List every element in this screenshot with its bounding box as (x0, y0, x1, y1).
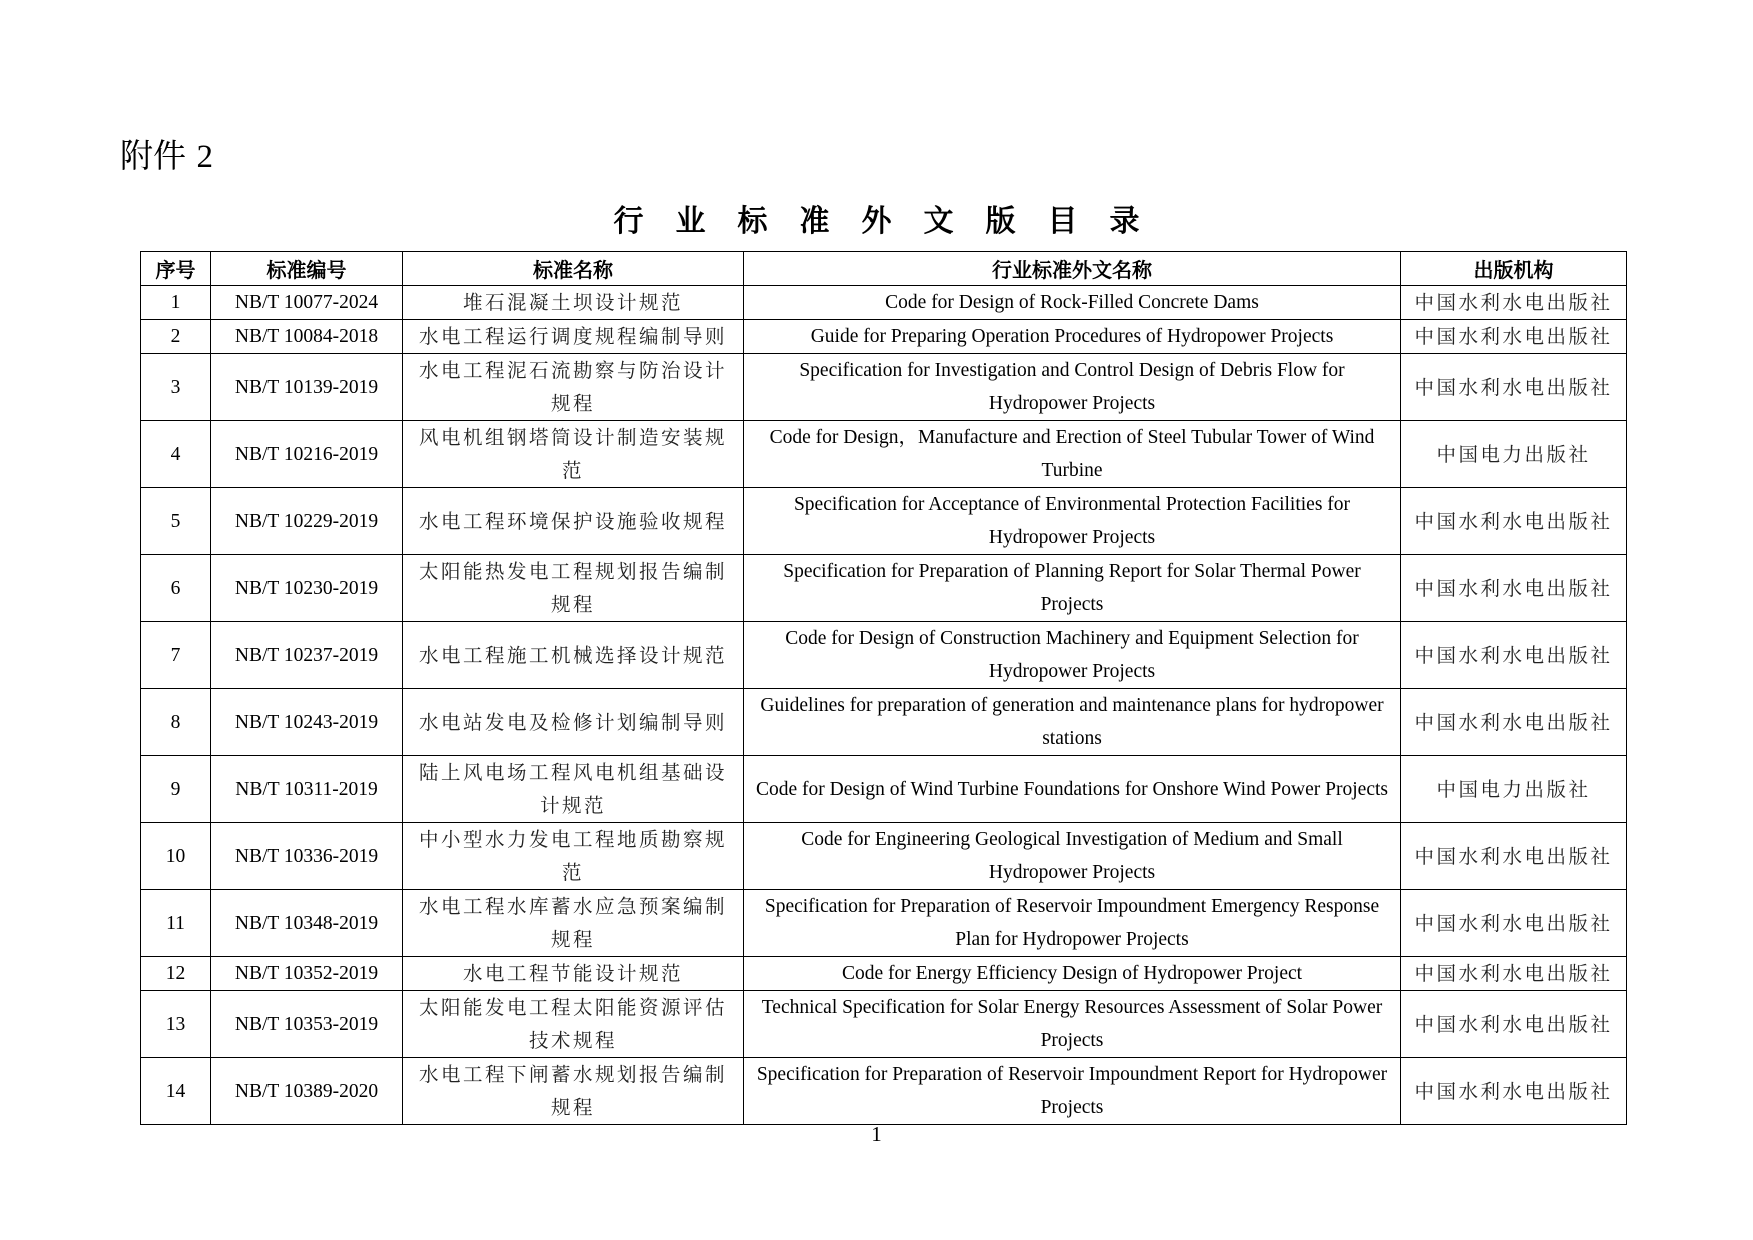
standards-table (140, 251, 1627, 1125)
cell-standard-code: NB/T 10229-2019 (211, 488, 403, 555)
table-row (141, 991, 1627, 1058)
cell-serial: 2 (141, 320, 211, 354)
table-row (141, 890, 1627, 957)
cell-foreign-name: Code for Engineering Geological Investigation of Medium and Small Hydropower Projects (744, 823, 1401, 890)
cell-publisher: 中国水利水电出版社 (1401, 823, 1627, 890)
table-row (141, 286, 1627, 320)
cell-publisher: 中国水利水电出版社 (1401, 957, 1627, 991)
cell-publisher: 中国水利水电出版社 (1401, 555, 1627, 622)
page-title: 行业标准外文版目录 (613, 204, 1172, 239)
cell-standard-name: 水电站发电及检修计划编制导则 (403, 689, 744, 756)
cell-serial: 9 (141, 756, 211, 823)
cell-foreign-name: Specification for Preparation of Reservoir Impoundment Report for Hydropower Projects (744, 1058, 1401, 1125)
cell-standard-name: 太阳能发电工程太阳能资源评估技术规程 (403, 991, 744, 1058)
cell-serial: 6 (141, 555, 211, 622)
table-row (141, 823, 1627, 890)
cell-standard-code: NB/T 10311-2019 (211, 756, 403, 823)
cell-publisher: 中国水利水电出版社 (1401, 1058, 1627, 1125)
table-row (141, 957, 1627, 991)
table-row (141, 488, 1627, 555)
attachment-prefix: 附件 (120, 136, 186, 175)
cell-serial: 12 (141, 957, 211, 991)
cell-foreign-name: Code for Design of Wind Turbine Foundations for Onshore Wind Power Projects (744, 756, 1401, 823)
cell-standard-code: NB/T 10389-2020 (211, 1058, 403, 1125)
header-standard-code: 标准编号 (211, 252, 403, 286)
table-header-row (141, 252, 1627, 286)
cell-publisher: 中国水利水电出版社 (1401, 320, 1627, 354)
cell-foreign-name: Specification for Investigation and Control Design of Debris Flow for Hydropower Projects (744, 354, 1401, 421)
table-row (141, 555, 1627, 622)
header-publisher: 出版机构 (1401, 252, 1627, 286)
cell-standard-code: NB/T 10077-2024 (211, 286, 403, 320)
cell-standard-code: NB/T 10139-2019 (211, 354, 403, 421)
cell-standard-code: NB/T 10230-2019 (211, 555, 403, 622)
cell-foreign-name: Technical Specification for Solar Energy Resources Assessment of Solar Power Projects (744, 991, 1401, 1058)
cell-foreign-name: Code for Design，Manufacture and Erection of Steel Tubular Tower of Wind Turbine (744, 421, 1401, 488)
cell-serial: 14 (141, 1058, 211, 1125)
cell-foreign-name: Code for Design of Construction Machinery and Equipment Selection for Hydropower Projects (744, 622, 1401, 689)
cell-standard-name: 风电机组钢塔筒设计制造安装规范 (403, 421, 744, 488)
cell-serial: 10 (141, 823, 211, 890)
table-row (141, 756, 1627, 823)
cell-standard-code: NB/T 10084-2018 (211, 320, 403, 354)
cell-standard-code: NB/T 10353-2019 (211, 991, 403, 1058)
cell-standard-code: NB/T 10216-2019 (211, 421, 403, 488)
cell-standard-name: 中小型水力发电工程地质勘察规范 (403, 823, 744, 890)
cell-standard-name: 水电工程水库蓄水应急预案编制规程 (403, 890, 744, 957)
cell-standard-name: 水电工程环境保护设施验收规程 (403, 488, 744, 555)
cell-foreign-name: Guidelines for preparation of generation and maintenance plans for hydropower stations (744, 689, 1401, 756)
cell-foreign-name: Specification for Acceptance of Environmental Protection Facilities for Hydropower Projects (744, 488, 1401, 555)
attachment-number: 2 (196, 139, 213, 175)
cell-foreign-name: Specification for Preparation of Reservoir Impoundment Emergency Response Plan for Hydropower Projects (744, 890, 1401, 957)
cell-standard-name: 太阳能热发电工程规划报告编制规程 (403, 555, 744, 622)
cell-foreign-name: Code for Design of Rock-Filled Concrete Dams (744, 286, 1401, 320)
cell-standard-code: NB/T 10336-2019 (211, 823, 403, 890)
cell-serial: 8 (141, 689, 211, 756)
cell-serial: 7 (141, 622, 211, 689)
cell-standard-name: 水电工程泥石流勘察与防治设计规程 (403, 354, 744, 421)
cell-foreign-name: Specification for Preparation of Planning Report for Solar Thermal Power Projects (744, 555, 1401, 622)
cell-standard-name: 水电工程施工机械选择设计规范 (403, 622, 744, 689)
table-row (141, 1058, 1627, 1125)
table-row (141, 622, 1627, 689)
cell-publisher: 中国水利水电出版社 (1401, 890, 1627, 957)
attachment-label (120, 130, 213, 177)
table-row (141, 689, 1627, 756)
cell-standard-code: NB/T 10352-2019 (211, 957, 403, 991)
cell-serial: 4 (141, 421, 211, 488)
cell-foreign-name: Code for Energy Efficiency Design of Hydropower Project (744, 957, 1401, 991)
header-standard-name: 标准名称 (403, 252, 744, 286)
cell-standard-name: 陆上风电场工程风电机组基础设计规范 (403, 756, 744, 823)
cell-publisher: 中国水利水电出版社 (1401, 689, 1627, 756)
cell-standard-name: 水电工程节能设计规范 (403, 957, 744, 991)
cell-standard-name: 水电工程运行调度规程编制导则 (403, 320, 744, 354)
cell-standard-code: NB/T 10243-2019 (211, 689, 403, 756)
header-foreign-name: 行业标准外文名称 (744, 252, 1401, 286)
cell-serial: 11 (141, 890, 211, 957)
cell-standard-code: NB/T 10348-2019 (211, 890, 403, 957)
cell-publisher: 中国水利水电出版社 (1401, 286, 1627, 320)
table-row (141, 320, 1627, 354)
cell-serial: 13 (141, 991, 211, 1058)
cell-serial: 3 (141, 354, 211, 421)
cell-standard-name: 堆石混凝土坝设计规范 (403, 286, 744, 320)
cell-serial: 5 (141, 488, 211, 555)
page-number: 1 (871, 1122, 882, 1146)
cell-standard-code: NB/T 10237-2019 (211, 622, 403, 689)
cell-publisher: 中国水利水电出版社 (1401, 622, 1627, 689)
header-serial: 序号 (141, 252, 211, 286)
cell-publisher: 中国水利水电出版社 (1401, 354, 1627, 421)
cell-publisher: 中国水利水电出版社 (1401, 488, 1627, 555)
cell-foreign-name: Guide for Preparing Operation Procedures of Hydropower Projects (744, 320, 1401, 354)
cell-serial: 1 (141, 286, 211, 320)
cell-publisher: 中国电力出版社 (1401, 756, 1627, 823)
cell-publisher: 中国电力出版社 (1401, 421, 1627, 488)
table-row (141, 354, 1627, 421)
table-row (141, 421, 1627, 488)
cell-standard-name: 水电工程下闸蓄水规划报告编制规程 (403, 1058, 744, 1125)
cell-publisher: 中国水利水电出版社 (1401, 991, 1627, 1058)
